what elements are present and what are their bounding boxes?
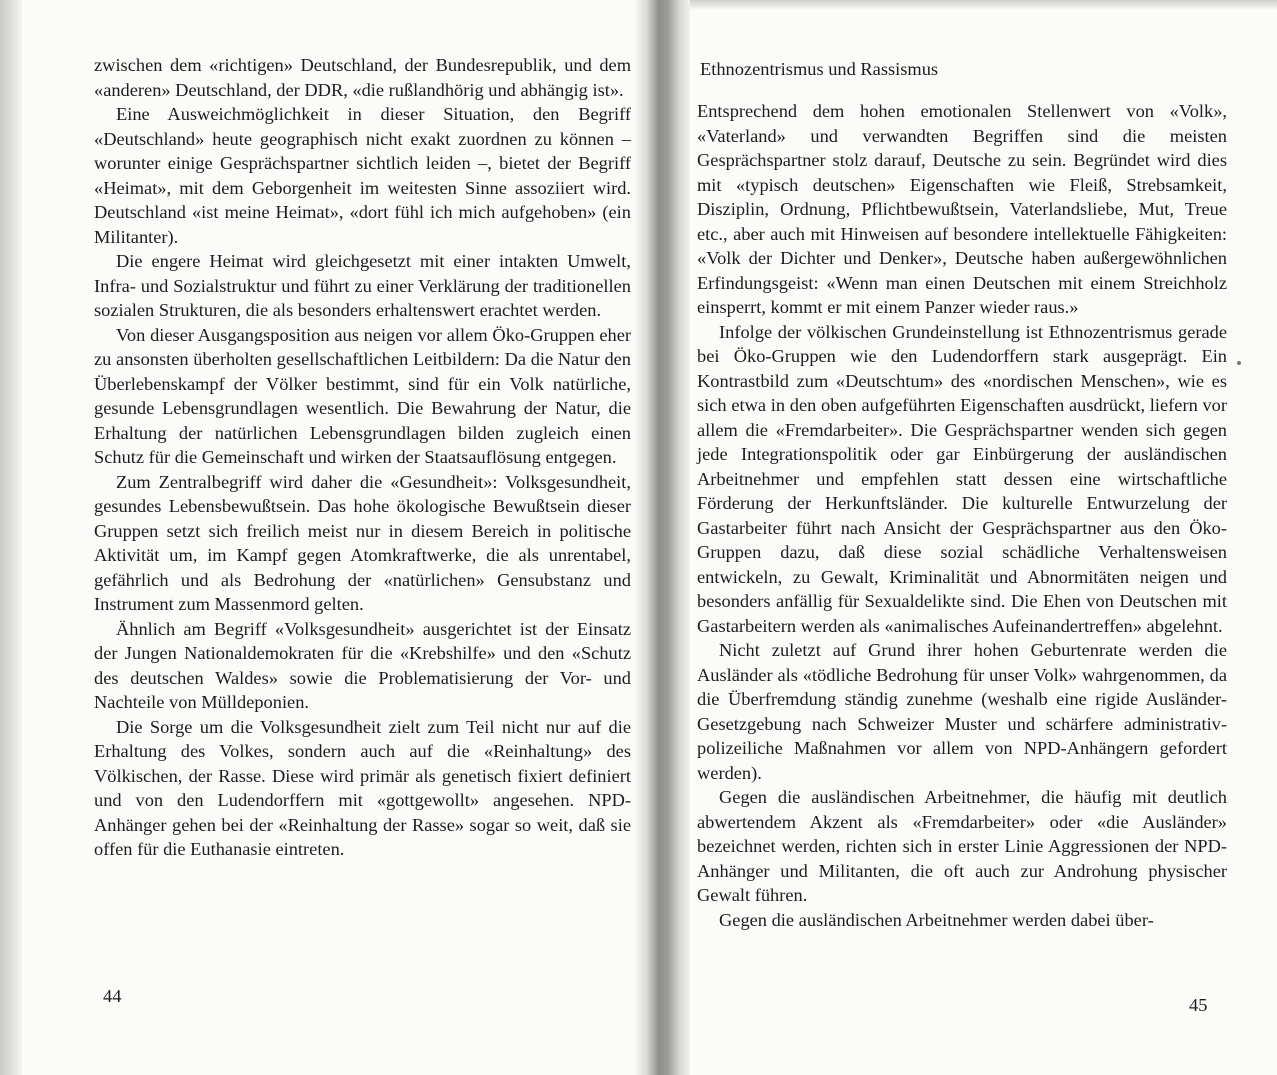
- body-paragraph: Gegen die ausländischen Arbeitnehmer werden dabei über-: [719, 909, 1154, 930]
- book-gutter: [636, 0, 690, 1075]
- running-head: Ethnozentrismus und Rassismus: [700, 59, 939, 79]
- page-number-left: 44: [103, 986, 122, 1006]
- body-paragraph: Die engere Heimat wird gleichgesetzt mit einer intakten Umwelt, Infra- und Sozialstruktur und führt zu einer Verklärung der traditionellen sozialen Strukturen, die als besonders erhaltenswert erachtet werden.: [94, 251, 631, 320]
- right-page-top-shadow: [650, 0, 1277, 10]
- body-paragraph: Eine Ausweichmöglichkeit in dieser Situation, den Begriff «Deutschland» heute geographisch nicht exakt zuordnen zu können – worunter einige Gesprächspartner sichtlich leiden –, bietet der Begriff «Heimat», mit dem Geborgenheit im weitesten Sinne assoziiert wird. Deutschland «ist meine Heimat», «dort fühl ich mich aufgehoben» (ein Militanter).: [94, 104, 631, 247]
- page-number-right: 45: [1189, 995, 1208, 1015]
- body-paragraph: Ähnlich am Begriff «Volksgesundheit» ausgerichtet ist der Einsatz der Jungen Nationaldemokraten für die «Krebshilfe» und den «Schutz des deutschen Waldes» sowie die Problematisierung der Vor- und Nachteile von Mülldeponien.: [94, 618, 631, 712]
- right-page-body: [697, 99, 1227, 932]
- body-paragraph: zwischen dem «richtigen» Deutschland, der Bundesrepublik, und dem «anderen» Deutschland, der DDR, «die rußlandhörig und abhängig ist».: [94, 55, 631, 100]
- body-paragraph: Von dieser Ausgangsposition aus neigen vor allem Öko-Gruppen eher zu ansonsten überholten gesellschaftlichen Leitbildern: Da die Natur den Überlebenskampf der Völker bestimmt, sind für ein Volk natürliche, gesunde Lebensgrundlagen wesentlich. Die Bewahrung der Natur, die Erhaltung der natürlichen Lebensgrundlagen bilden zugleich einen Schutz für die Gemeinschaft und wirken der Staatsauflösung entgegen.: [94, 324, 631, 467]
- body-paragraph: Die Sorge um die Volksgesundheit zielt zum Teil nicht nur auf die Erhaltung des Volkes, sondern auch auf die «Reinhaltung» des Völkischen, der Rasse. Diese wird primär als genetisch fixiert definiert und von den Ludendorffern mit «gottgewollt» angesehen. NPD-Anhänger gehen bei der «Reinhaltung der Rasse» sogar so weit, daß sie offen für die Euthanasie eintreten.: [94, 716, 631, 859]
- body-paragraph: Entsprechend dem hohen emotionalen Stellenwert von «Volk», «Vaterland» und verwandten Begriffen sind die meisten Gesprächspartner stolz darauf, Deutsche zu sein. Begründet wird dies mit «typisch deutschen» Eigenschaften wie Fleiß, Strebsamkeit, Disziplin, Ordnung, Pflichtbewußtsein, Vaterlandsliebe, Mut, Treue etc., aber auch mit Hinweisen auf besondere intellektuelle Fähigkeiten: «Volk der Dichter und Denker», Deutsche haben außergewöhnlichen Erfindungsgeist: «Wenn man einen Deutschen mit einem Streichholz einsperrt, kommt er mit einem Panzer wieder raus.»: [697, 101, 1227, 317]
- scan-speck: [1237, 361, 1241, 365]
- left-page-body: [94, 53, 631, 862]
- body-paragraph: Nicht zuletzt auf Grund ihrer hohen Geburtenrate werden die Ausländer als «tödliche Bedrohung für unser Volk» wahrgenommen, da die Überfremdung ständig zunehme (weshalb eine rigide Ausländer-Gesetzgebung nach Schweizer Muster und schärfere administrativ-polizeiliche Maßnahmen vor allem von NPD-Anhängern gefordert werden).: [697, 640, 1227, 783]
- body-paragraph: Zum Zentralbegriff wird daher die «Gesundheit»: Volksgesundheit, gesundes Lebensbewußtsein. Das hohe ökologische Bewußtsein dieser Gruppen setzt sich freilich meist nur in diesem Bereich in politische Aktivität um, im Kampf gegen Atomkraftwerke, die als unrentabel, gefährlich und als Bedrohung der «natürlichen» Gensubstanz und Instrument zum Massenmord gelten.: [94, 471, 631, 614]
- body-paragraph: Gegen die ausländischen Arbeitnehmer, die häufig mit deutlich abwertendem Akzent als «Fremdarbeiter» oder «die Ausländer» bezeichnet werden, richten sich in erster Linie Aggressionen der NPD-Anhänger und Militanten, die oft auch zur Androhung physischer Gewalt führen.: [697, 787, 1227, 905]
- body-paragraph: Infolge der völkischen Grundeinstellung ist Ethnozentrismus gerade bei Öko-Gruppen wie den Ludendorffern stark ausgeprägt. Ein Kontrastbild zum «Deutschtum» des «nordischen Menschen», wie es sich etwa in den oben aufgeführten Eigenschaften ausdrückt, liefern vor allem die «Fremdarbeiter». Die Gesprächspartner wenden sich gegen jede Integrationspolitik oder gar Einbürgerung der ausländischen Arbeitnehmer und empfehlen statt dessen eine wirtschaftliche Förderung der Herkunftsländer. Die kulturelle Entwurzelung der Gastarbeiter führt nach Ansicht der Gesprächspartner aus den Öko-Gruppen dazu, daß diese sozial schädliche Verhaltensweisen entwickeln, zu Gewalt, Kriminalität und Abnormitäten neigen und besonders anfällig für Sexualdelikte sind. Die Ehen von Deutschen mit Gastarbeitern werden als «animalisches Aufeinandertreffen» abgelehnt.: [697, 321, 1227, 636]
- left-page-edge-shadow: [0, 0, 22, 1075]
